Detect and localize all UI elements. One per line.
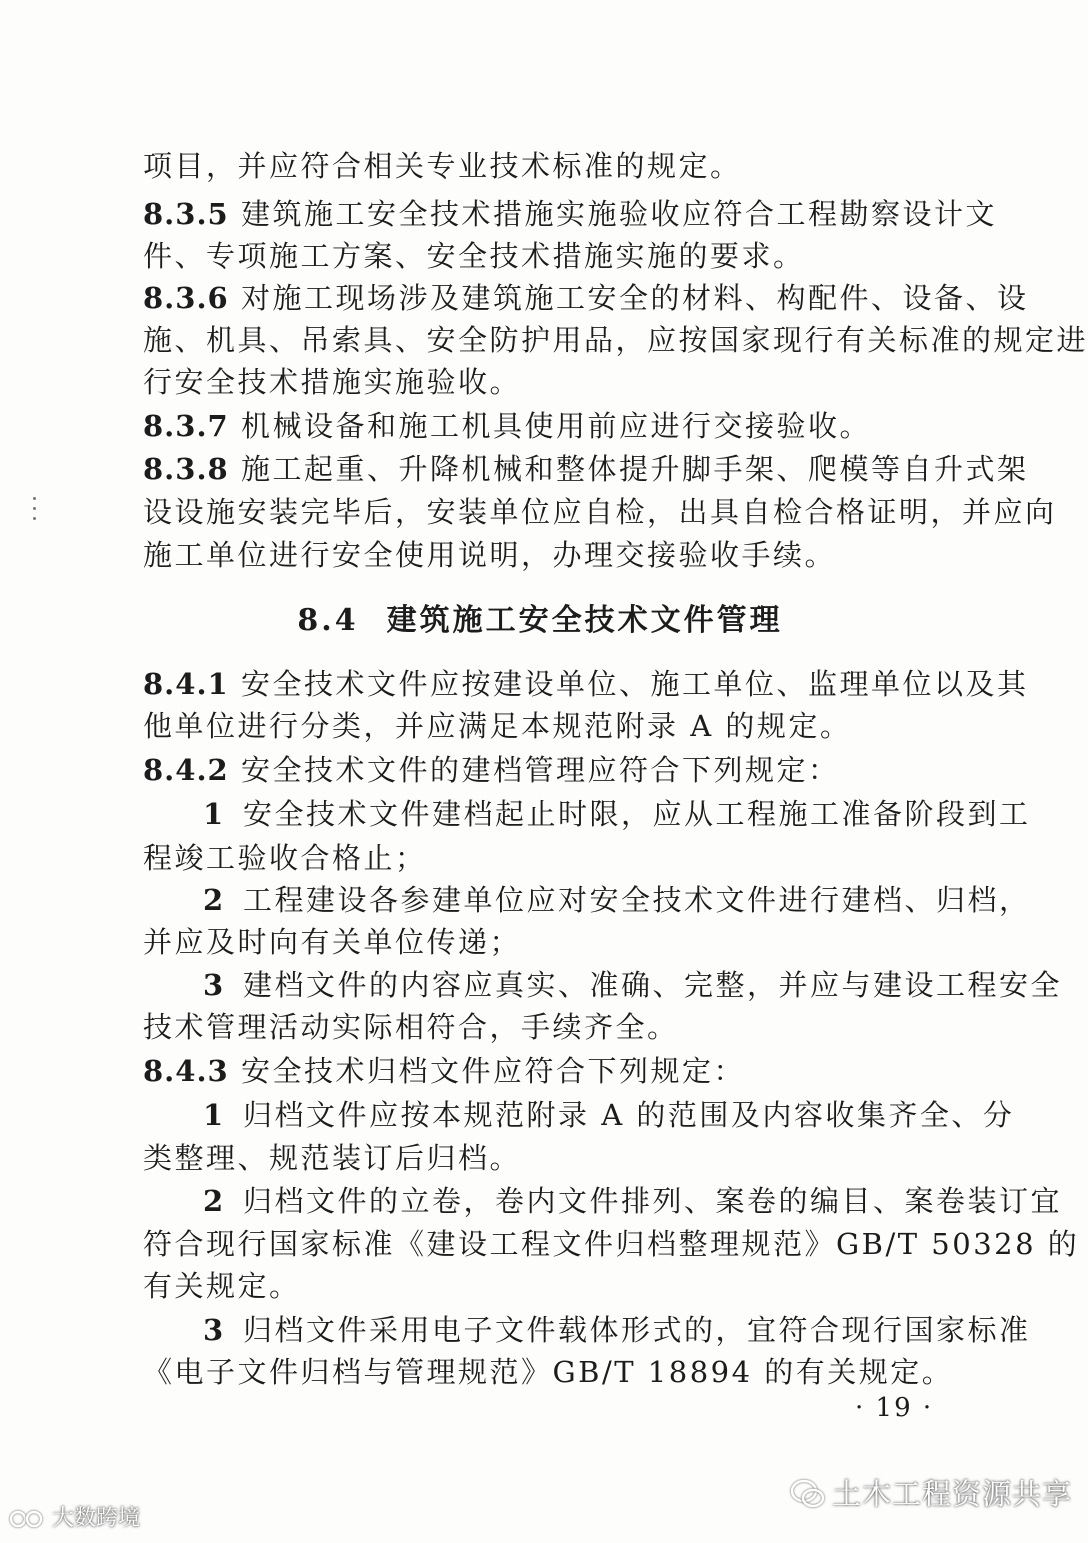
clause-number: 8.3.7: [143, 409, 229, 443]
text-line: 施工单位进行安全使用说明，办理交接验收手续。: [143, 538, 837, 572]
text-line: 符合现行国家标准《建设工程文件归档整理规范》GB/T 50328 的: [143, 1227, 1080, 1261]
list-item: 2 归档文件的立卷，卷内文件排列、案卷的编目、案卷装订宜: [203, 1181, 955, 1221]
text-line: 施、机具、吊索具、安全防护用品，应按国家现行有关标准的规定进: [143, 323, 1088, 357]
clause-number: 8.3.6: [143, 281, 229, 315]
watermark-left: 大数跨境: [52, 1506, 141, 1531]
page-number: · 19 ·: [855, 1393, 934, 1423]
clause-number: 8.4.3: [143, 1054, 229, 1088]
item-number: 1: [203, 1098, 226, 1132]
clause-8-4-1: 8.4.1 安全技术文件应按建设单位、施工单位、监理单位以及其: [143, 664, 955, 704]
list-item: 2 工程建设各参建单位应对安全技术文件进行建档、归档，: [203, 880, 955, 920]
text-line: 设设施安装完毕后，安装单位应自检，出具自检合格证明，并应向: [143, 495, 1057, 529]
text-line: 《电子文件归档与管理规范》GB/T 18894 的有关规定。: [143, 1355, 954, 1389]
watermark-logo-icon: [8, 1506, 54, 1532]
item-number: 3: [203, 968, 226, 1002]
section-number: 8.4: [297, 603, 359, 638]
list-item: 1 安全技术文件建档起止时限，应从工程施工准备阶段到工: [203, 794, 955, 834]
text-line: 类整理、规范装订后归档。: [143, 1141, 522, 1175]
scan-dots: [33, 497, 39, 529]
clause-number: 8.3.5: [143, 197, 229, 231]
clause-8-4-3: 8.4.3 安全技术归档文件应符合下列规定：: [143, 1051, 955, 1091]
text-line: 程竣工验收合格止；: [143, 841, 427, 875]
item-number: 2: [203, 1184, 226, 1218]
list-item: 1 归档文件应按本规范附录 A 的范围及内容收集齐全、分: [203, 1095, 955, 1135]
text-line: 技术管理活动实际相符合，手续齐全。: [143, 1010, 679, 1044]
section-heading: [0, 601, 1080, 641]
clause-number: 8.3.8: [143, 452, 229, 486]
clause-8-3-5: 8.3.5 建筑施工安全技术措施实施验收应符合工程勘察设计文: [143, 194, 955, 234]
text-line: 行安全技术措施实施验收。: [143, 365, 522, 399]
text-line: 并应及时向有关单位传递；: [143, 925, 522, 959]
clause-8-3-7: 8.3.7 机械设备和施工机具使用前应进行交接验收。: [143, 406, 955, 446]
clause-number: 8.4.2: [143, 753, 229, 787]
list-item: 3 归档文件采用电子文件载体形式的，宜符合现行国家标准: [203, 1310, 955, 1350]
text-line: 项目，并应符合相关专业技术标准的规定。: [143, 149, 742, 183]
clause-8-4-2: 8.4.2 安全技术文件的建档管理应符合下列规定：: [143, 750, 955, 790]
item-number: 1: [203, 797, 226, 831]
item-number: 2: [203, 883, 226, 917]
text-line: 件、专项施工方案、安全技术措施实施的要求。: [143, 239, 805, 273]
clause-number: 8.4.1: [143, 667, 229, 701]
list-item: 3 建档文件的内容应真实、准确、完整，并应与建设工程安全: [203, 965, 955, 1005]
text-line: 他单位进行分类，并应满足本规范附录 A 的规定。: [143, 709, 852, 743]
item-number: 3: [203, 1313, 226, 1347]
clause-8-3-8: 8.3.8 施工起重、升降机械和整体提升脚手架、爬模等自升式架: [143, 449, 955, 489]
section-title: 建筑施工安全技术文件管理: [386, 603, 783, 638]
wechat-icon: [790, 1477, 826, 1511]
clause-8-3-6: 8.3.6 对施工现场涉及建筑施工安全的材料、构配件、设备、设: [143, 278, 955, 318]
watermark-right: 土木工程资源共享: [832, 1477, 1073, 1511]
text-line: 有关规定。: [143, 1269, 301, 1303]
